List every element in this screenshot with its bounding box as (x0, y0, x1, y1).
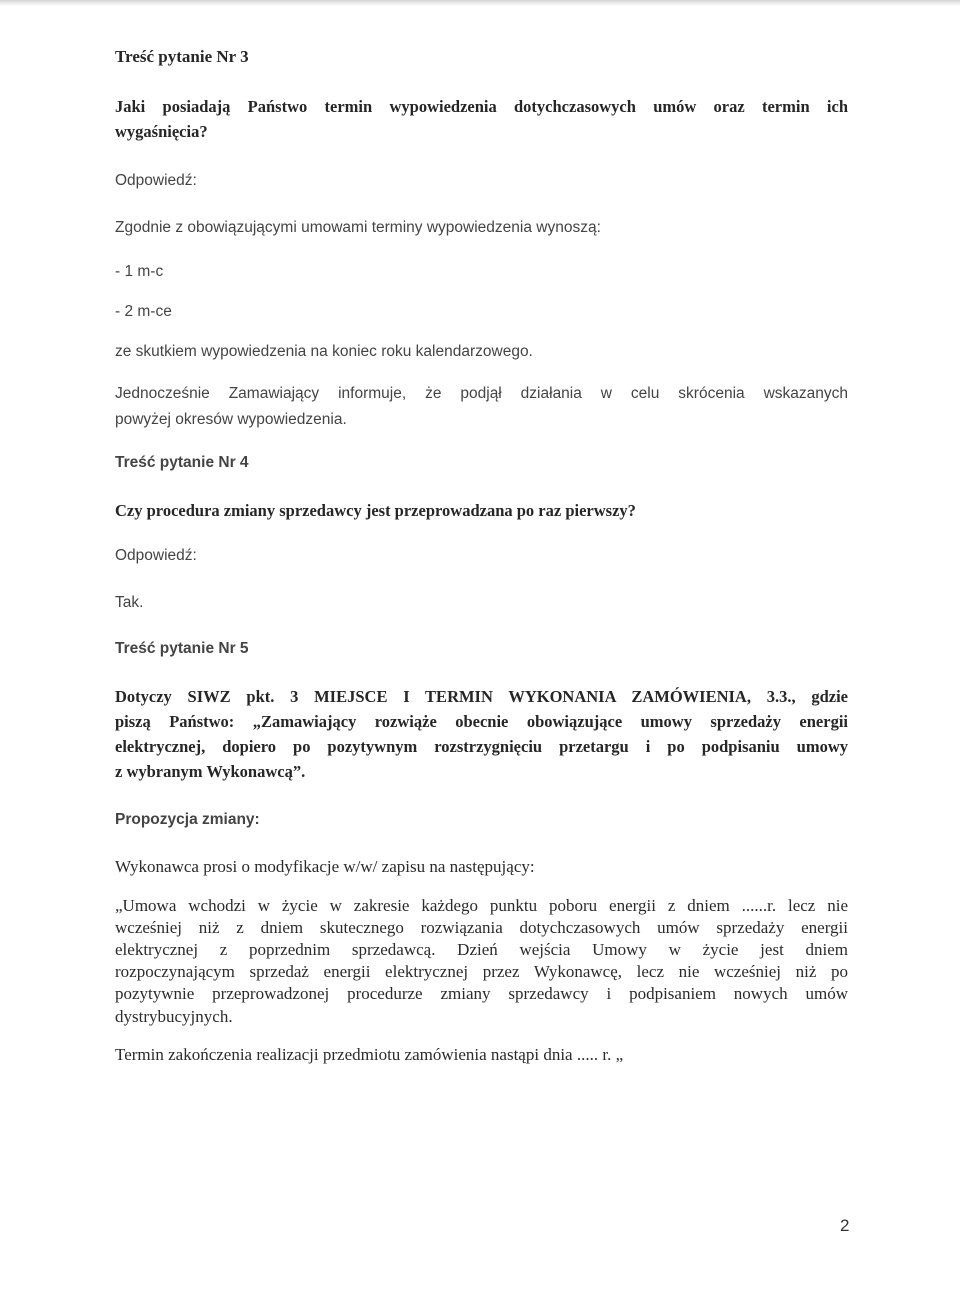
question-3-answer-label: Odpowiedź: (115, 172, 197, 189)
question-4-text: Czy procedura zmiany sprzedawcy jest przeprowadzana po raz pierwszy? (115, 501, 636, 520)
question-4-answer: Tak. (115, 594, 144, 611)
question-5-text-line-1: Dotyczy SIWZ pkt. 3 MIEJSCE I TERMIN WYKONANIA ZAMÓWIENIA, 3.3., gdzie (115, 687, 848, 706)
proposal-intro: Wykonawca prosi o modyfikacje w/w/ zapisu na następujący: (115, 857, 535, 876)
proposal-text-line-2: wcześniej niż z dniem skutecznego rozwiązania dotychczasowych umów sprzedaży energii (115, 918, 848, 937)
proposal-text-line-5: pozytywnie przeprowadzonej procedurze zmiany sprzedawcy i podpisaniem nowych umów (115, 984, 848, 1003)
proposal-label: Propozycja zmiany: (115, 811, 260, 828)
question-4-answer-label: Odpowiedź: (115, 547, 197, 564)
question-3-note-line-2: powyżej okresów wypowiedzenia. (115, 411, 347, 428)
question-5-text-line-3: elektrycznej, dopiero po pozytywnym rozstrzygnięciu przetargu i po podpisaniu umowy (115, 737, 848, 756)
page-number: 2 (840, 1216, 850, 1235)
question-5-text-line-4: z wybranym Wykonawcą”. (115, 762, 306, 781)
question-3-heading: Treść pytanie Nr 3 (115, 47, 249, 66)
question-3-answer-item-1: - 1 m-c (115, 263, 164, 280)
proposal-text-line-1: „Umowa wchodzi w życie w zakresie każdego punktu poboru energii z dniem ......r. lecz nie (115, 896, 848, 915)
question-3-answer-item-2: - 2 m-ce (115, 303, 172, 320)
question-4-heading: Treść pytanie Nr 4 (115, 454, 249, 471)
question-5-heading: Treść pytanie Nr 5 (115, 640, 249, 657)
question-3-answer-effect: ze skutkiem wypowiedzenia na koniec roku kalendarzowego. (115, 343, 533, 360)
question-3-text-line-1: Jaki posiadają Państwo termin wypowiedzenia dotychczasowych umów oraz termin ich (115, 97, 848, 116)
question-3-text-line-2: wygaśnięcia? (115, 122, 208, 141)
question-3-answer-intro: Zgodnie z obowiązującymi umowami terminy wypowiedzenia wynoszą: (115, 219, 601, 236)
proposal-text-line-4: rozpoczynającym sprzedaż energii elektrycznej przez Wykonawcę, lecz nie wcześniej niż po (115, 962, 848, 981)
question-5-text-line-2: piszą Państwo: „Zamawiający rozwiąże obecnie obowiązujące umowy sprzedaży energii (115, 712, 848, 731)
proposal-text-line-3: elektrycznej z poprzednim sprzedawcą. Dzień wejścia Umowy w życie jest dniem (115, 940, 848, 959)
question-3-note-line-1: Jednocześnie Zamawiający informuje, że podjął działania w celu skrócenia wskazanych (115, 385, 848, 402)
proposal-end-date: Termin zakończenia realizacji przedmiotu zamówienia nastąpi dnia ..... r. „ (115, 1045, 624, 1064)
proposal-text-line-6: dystrybucyjnych. (115, 1007, 233, 1026)
